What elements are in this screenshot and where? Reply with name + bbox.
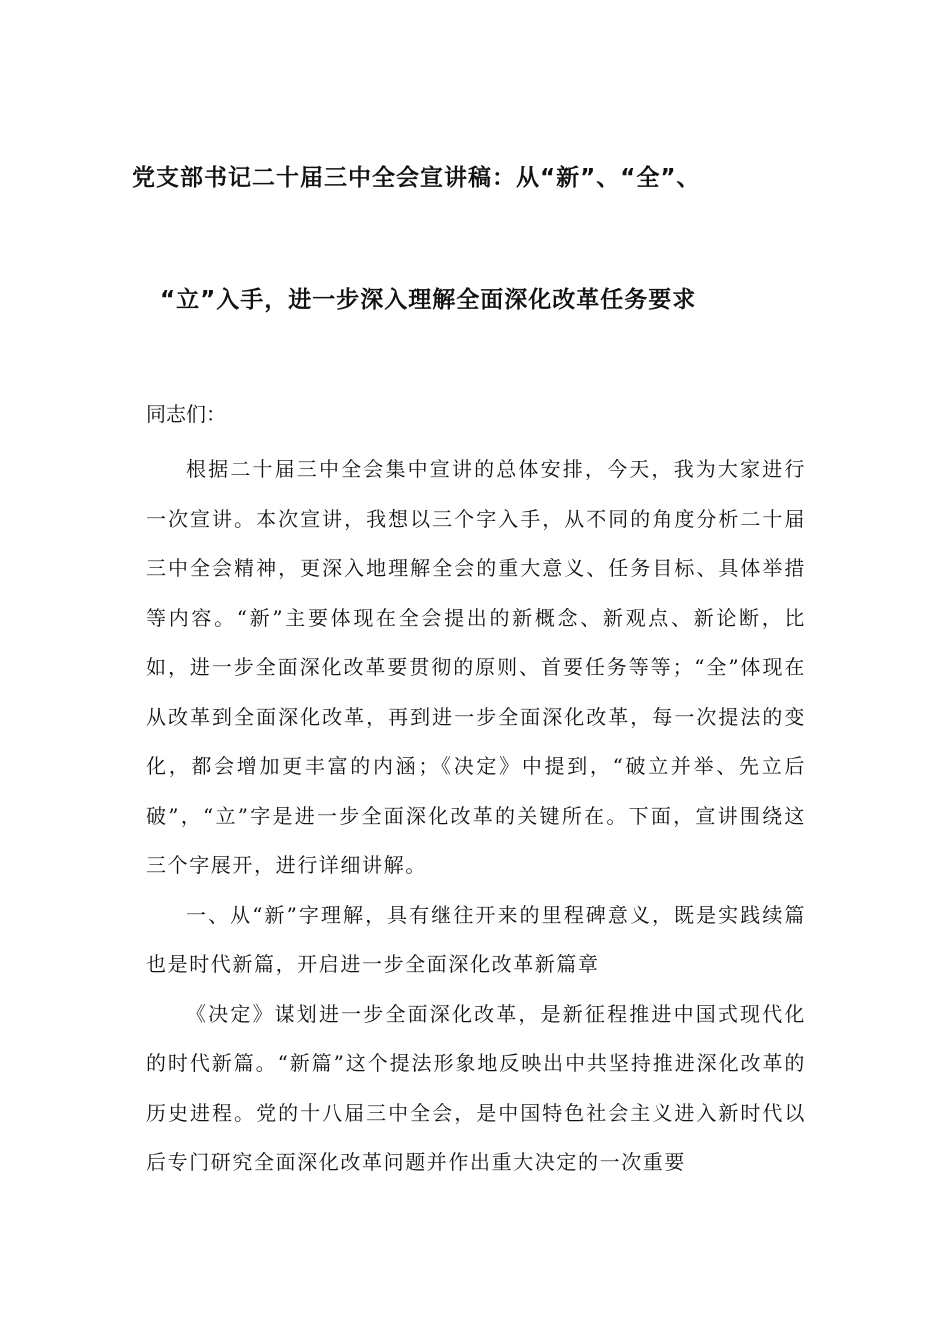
salutation: 同志们： (146, 402, 226, 426)
section-heading-1: 一、从“新”字理解，具有继往开来的里程碑意义，既是实践续篇也是时代新篇，开启进一步全面深化改革新篇章 (146, 902, 806, 976)
document-title-line-1: 党支部书记二十届三中全会宣讲稿：从“新”、“全”、 (132, 165, 701, 191)
document-body (146, 396, 806, 1188)
document-title-line-2: “立”入手，进一步深入理解全面深化改革任务要求 (160, 287, 697, 313)
paragraph-section-1: 《决定》谋划进一步全面深化改革，是新征程推进中国式现代化的时代新篇。“新篇”这个提法形象地反映出中共坚持推进深化改革的历史进程。党的十八届三中全会，是中国特色社会主义进入新时代以后专门研究全面深化改革问题并作出重大决定的一次重要 (146, 1001, 806, 1174)
paragraph-intro: 根据二十届三中全会集中宣讲的总体安排，今天，我为大家进行一次宣讲。本次宣讲，我想以三个字入手，从不同的角度分析二十届三中全会精神，更深入地理解全会的重大意义、任务目标、具体举措等内容。“新”主要体现在全会提出的新概念、新观点、新论断，比如，进一步全面深化改革要贯彻的原则、首要任务等等；“全”体现在从改革到全面深化改革，再到进一步全面深化改革，每一次提法的变化，都会增加更丰富的内涵；《决定》中提到，“破立并举、先立后破”，“立”字是进一步全面深化改革的关键所在。下面，宣讲围绕这三个字展开，进行详细讲解。 (146, 457, 806, 877)
